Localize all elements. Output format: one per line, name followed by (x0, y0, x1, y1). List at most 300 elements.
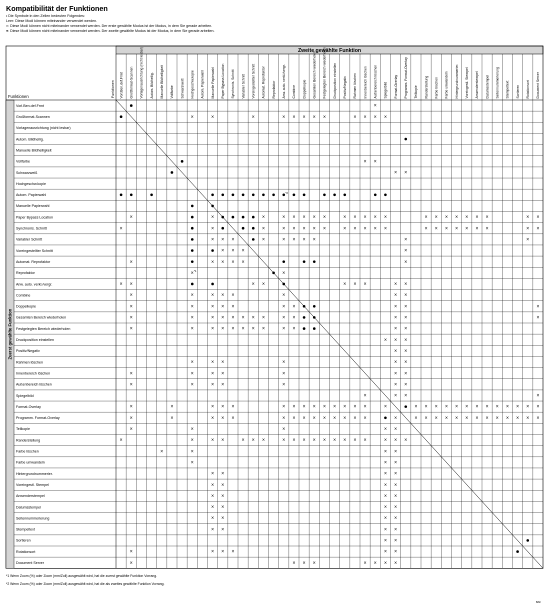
cell-x: × (129, 549, 133, 556)
cell-x: × (190, 381, 194, 388)
cell-dot (303, 260, 306, 263)
cell-x: × (414, 404, 418, 411)
cell-x: × (119, 437, 123, 444)
footnote: *1 Wenn Zoom (%) oder Zoom (mm/Zoll) ausgewählt wird, hat die zuerst gewählte Funktion Vorrang. (6, 574, 158, 578)
row-label: Reprofaktor (16, 271, 35, 276)
cell-x: × (292, 114, 296, 121)
cell-x: × (302, 236, 306, 243)
cell-x: × (394, 292, 398, 299)
cell-x: × (211, 549, 215, 556)
cell-x: × (444, 214, 448, 221)
column-label: Randerstellung (424, 75, 429, 99)
column-label: Vorlagenausrichtung (nicht lesbar) (139, 47, 144, 99)
column-label: Format-Overlay (393, 74, 398, 99)
row-label: Manuelle Papierwahl (16, 204, 50, 209)
cell-dot (130, 104, 133, 107)
cell-x: × (383, 538, 387, 545)
cell-dot (211, 205, 214, 208)
intro-line: • Die Symbole in den Zellen bedeuten Folgendes: (6, 14, 85, 18)
cell-x: × (282, 315, 286, 322)
cell-x: × (424, 214, 428, 221)
intro-line: ×: Diese Modi können nicht miteinander verwendet werden. Der erste gewählte Modus ist der Modus, in dem Sie gerade arbeiten. (6, 24, 213, 28)
cell-x: × (363, 437, 367, 444)
cell-x: × (129, 214, 133, 221)
cell-dot (221, 193, 224, 196)
cell-x: × (282, 292, 286, 299)
cell-x: × (211, 359, 215, 366)
cell-dot (242, 216, 245, 219)
cell-x: × (404, 393, 408, 400)
cell-x: × (383, 437, 387, 444)
cell-x: × (190, 370, 194, 377)
cell-x: × (333, 404, 337, 411)
cell-x: × (485, 404, 489, 411)
cell-x: × (170, 415, 174, 422)
cell-dot (333, 193, 336, 196)
cell-x: × (394, 337, 398, 344)
cell-x: × (241, 259, 245, 266)
row-label: Rahmen löschen (16, 360, 43, 365)
cell-x: × (394, 538, 398, 545)
cell-x: × (485, 214, 489, 221)
cell-dot (262, 193, 265, 196)
cell-x: × (383, 515, 387, 522)
cell-x: × (363, 415, 367, 422)
cell-dot (191, 205, 194, 208)
cell-dot (303, 193, 306, 196)
cell-x: × (282, 359, 286, 366)
row-label: Voreingestellter Schnitt (16, 248, 53, 253)
cell-x: × (221, 471, 225, 478)
column-label: Rotationsort (525, 80, 530, 99)
cell-x: × (373, 158, 377, 165)
cell-x: × (211, 292, 215, 299)
cell-x: × (302, 560, 306, 567)
cell-x: × (292, 236, 296, 243)
cell-x: × (394, 493, 398, 500)
column-label: Spiegelbild (383, 81, 388, 99)
row-label: Automat. Reprofaktor (16, 259, 51, 264)
cell-dot (221, 216, 224, 219)
cell-x: × (404, 381, 408, 388)
cell-x: × (363, 225, 367, 232)
cell-x: × (211, 437, 215, 444)
cell-x: × (394, 426, 398, 433)
cell-x: × (455, 225, 459, 232)
cell-x: × (282, 236, 286, 243)
cell-x: × (536, 404, 540, 411)
cell-x: × (383, 493, 387, 500)
cell-x: × (394, 515, 398, 522)
cell-x: × (383, 337, 387, 344)
row-label: Gesamten Bereich wiederholen (16, 315, 67, 320)
row-label: Seitennummerierung (16, 516, 50, 521)
cell-x: × (211, 504, 215, 511)
cell-x: × (383, 404, 387, 411)
cell-dot (150, 193, 153, 196)
cell-x: × (383, 549, 387, 556)
cell-dot (181, 160, 184, 163)
cell-x: × (404, 437, 408, 444)
cell-dot (120, 115, 123, 118)
column-label: Farbe umwandeln (444, 71, 449, 99)
cell-x: × (292, 225, 296, 232)
cell-x: × (404, 315, 408, 322)
cell-x: × (251, 315, 255, 322)
cell-x: × (485, 415, 489, 422)
cell-x: × (383, 225, 387, 232)
cell-x: × (312, 214, 316, 221)
cell-x: × (363, 404, 367, 411)
column-label: Hintergrundnummerier. (454, 63, 459, 99)
cell-dot (221, 227, 224, 230)
cell-x: × (343, 437, 347, 444)
cell-x: × (312, 415, 316, 422)
cell-x: × (485, 225, 489, 232)
cell-x: × (170, 404, 174, 411)
column-label: Gesamten Bereich wiederholen (312, 51, 317, 99)
column-label: Vollfarbe (170, 85, 175, 99)
cell-x: × (495, 415, 499, 422)
cell-x: × (129, 326, 133, 333)
second-header-label: Zweite gewählte Funktion (297, 47, 362, 54)
row-label: Vollfarbe (16, 159, 30, 164)
cell-x: × (129, 303, 133, 310)
column-label: Voreingestl. Stempel (464, 67, 469, 99)
cell-x: × (251, 326, 255, 333)
cell-x: × (211, 493, 215, 500)
cell-x: × (282, 404, 286, 411)
cell-x: × (394, 526, 398, 533)
cell-x: × (221, 549, 225, 556)
cell-x: × (119, 281, 123, 288)
cell-x: × (231, 303, 235, 310)
row-label: Vorlagenausrichtung (nicht lesbar) (16, 126, 71, 131)
cell-dot (374, 193, 377, 196)
cell-dot (303, 305, 306, 308)
cell-x: × (190, 292, 194, 299)
cell-x: × (231, 292, 235, 299)
cell-x: × (394, 326, 398, 333)
cell-x: × (312, 437, 316, 444)
cell-x: × (383, 114, 387, 121)
cell-x: × (465, 225, 469, 232)
row-label: Voreingestl. Stempel (16, 482, 49, 487)
cell-x: × (394, 549, 398, 556)
cell-dot (282, 283, 285, 286)
cell-x: × (190, 303, 194, 310)
cell-x: × (404, 236, 408, 243)
cell-x: × (221, 504, 225, 511)
cell-x: × (404, 303, 408, 310)
cell-x: × (129, 292, 133, 299)
row-label: Hochgeschw.kopie (16, 181, 46, 186)
cell-dot (242, 193, 245, 196)
cell-dot (404, 405, 407, 408)
cell-x: × (211, 236, 215, 243)
cell-x: × (241, 248, 245, 255)
row-label: Festgelegten Bereich wiederholen (16, 326, 71, 331)
cell-x: × (221, 292, 225, 299)
row-label: Anw. auto. verkl./vergr. (16, 282, 53, 287)
cell-x: × (261, 281, 265, 288)
row-label: Schwarzweiß (16, 170, 38, 175)
row-label: Datumsstempel (16, 505, 41, 510)
cell-dot (272, 272, 275, 275)
cell-dot (191, 227, 194, 230)
cell-x: × (383, 560, 387, 567)
cell-dot (313, 260, 316, 263)
cell-x: × (292, 303, 296, 310)
cell-x: × (312, 236, 316, 243)
cell-dot (242, 227, 245, 230)
cell-x: × (343, 214, 347, 221)
cell-x: × (211, 526, 215, 533)
cell-dot (191, 283, 194, 286)
cell-x: × (394, 370, 398, 377)
column-label: Druckposition einstellen (332, 62, 337, 99)
cell-x: × (394, 471, 398, 478)
column-label: Schwarzweiß (180, 78, 185, 99)
cell-x: × (363, 114, 367, 121)
cell-x: × (353, 437, 357, 444)
cell-dot (120, 193, 123, 196)
cell-x: × (211, 214, 215, 221)
cell-x: × (373, 103, 377, 110)
row-label: Anwenderstempel (16, 494, 45, 499)
cell-x: × (160, 448, 164, 455)
cell-x: × (343, 281, 347, 288)
cell-x: × (455, 404, 459, 411)
cell-x: × (190, 114, 194, 121)
cell-x: × (129, 560, 133, 567)
cell-x: × (231, 549, 235, 556)
cell-x: × (292, 404, 296, 411)
cell-x: × (383, 526, 387, 533)
cell-x: × (190, 426, 194, 433)
cell-x: × (475, 214, 479, 221)
column-label: Manuelle Papierwahl (210, 67, 215, 99)
cell-x: × (353, 281, 357, 288)
column-label: Vorl.Ben.def.Frmt (119, 72, 124, 99)
cell-x: × (526, 225, 530, 232)
cell-x: × (292, 437, 296, 444)
cell-x: × (190, 326, 194, 333)
cell-x: × (221, 370, 225, 377)
cell-x: × (221, 303, 225, 310)
row-label: Druckposition einstellen (16, 338, 54, 343)
cell-dot (191, 216, 194, 219)
cell-x: × (414, 415, 418, 422)
cell-x: × (292, 560, 296, 567)
row-label: Randerstellung (16, 438, 41, 443)
cell-x: × (383, 482, 387, 489)
column-label: Reprofaktor (271, 80, 276, 99)
cell-x: × (404, 337, 408, 344)
cell-dot (313, 316, 316, 319)
cell-x: × (282, 437, 286, 444)
column-label: Anw. auto. verkl./vergr. (281, 64, 286, 99)
row-label: Teilkopie (16, 427, 30, 432)
column-label: Positiv/Negativ (342, 76, 347, 99)
row-label: Positiv/Negativ (16, 349, 40, 354)
cell-x: × (394, 381, 398, 388)
column-label: Teilkopie (414, 85, 419, 99)
row-label: Farbe löschen (16, 449, 39, 454)
column-label: Festgelegten Bereich wiederholen (322, 47, 327, 99)
cell-dot (303, 327, 306, 330)
cell-x: × (211, 326, 215, 333)
cell-x: × (434, 225, 438, 232)
cell-dot (526, 539, 529, 542)
cell-x: × (211, 259, 215, 266)
cell-x: × (292, 326, 296, 333)
cell-x: × (394, 560, 398, 567)
cell-x: × (424, 404, 428, 411)
cell-dot (384, 416, 387, 419)
cell-x: × (322, 437, 326, 444)
cell-x: × (322, 114, 326, 121)
cell-dot (252, 227, 255, 230)
cell-x: × (282, 225, 286, 232)
cell-x: × (129, 426, 133, 433)
cell-x: × (261, 315, 265, 322)
row-label: Farbe umwandeln (16, 460, 45, 465)
cell-dot (171, 171, 174, 174)
cell-x: × (343, 415, 347, 422)
cell-x: × (221, 482, 225, 489)
cell-x: × (221, 326, 225, 333)
column-label: Datumsstempel (485, 74, 490, 99)
cell-x: × (536, 214, 540, 221)
cell-dot (211, 249, 214, 252)
cell-x: × (333, 415, 337, 422)
row-label: Außenbereich löschen (16, 382, 52, 387)
cell-x: × (241, 326, 245, 333)
cell-x: × (322, 214, 326, 221)
cell-x: × (190, 359, 194, 366)
cell-x: × (221, 493, 225, 500)
cell-x: × (190, 437, 194, 444)
cell-dot (313, 327, 316, 330)
cell-x: × (261, 225, 265, 232)
cell-x: × (465, 214, 469, 221)
row-label: Großformat-Scannen (16, 115, 50, 120)
cell-x: × (190, 448, 194, 455)
cell-x: × (516, 415, 520, 422)
cell-x: × (394, 359, 398, 366)
cell-x: × (373, 560, 377, 567)
cell-x: × (312, 225, 316, 232)
column-label: Sortieren (515, 84, 520, 99)
cell-dot (516, 550, 519, 553)
row-label: Spiegelbild (16, 393, 34, 398)
cell-x: × (343, 404, 347, 411)
cell-x: × (302, 437, 306, 444)
cell-x: × (404, 359, 408, 366)
cell-x: × (241, 315, 245, 322)
cell-x: × (190, 270, 194, 277)
cell-x: × (526, 404, 530, 411)
row-label: Sortieren (16, 538, 31, 543)
column-label: Innenbereich löschen (363, 66, 368, 99)
cell-x: × (526, 214, 530, 221)
row-label: Vorl.Ben.def.Frmt (16, 103, 44, 108)
cell-x: × (353, 114, 357, 121)
row-label: Variabler Schnitt (16, 237, 43, 242)
cell-note: *2 (285, 190, 289, 195)
cell-x: × (394, 303, 398, 310)
columns-label: Funktionen (111, 80, 115, 98)
cell-x: × (221, 515, 225, 522)
cell-x: × (505, 415, 509, 422)
cell-x: × (363, 158, 367, 165)
cell-x: × (221, 236, 225, 243)
column-label: Rahmen löschen (353, 73, 358, 99)
row-label: Rotationsort (16, 549, 36, 554)
cell-x: × (282, 426, 286, 433)
cell-x: × (394, 348, 398, 355)
cell-x: × (434, 404, 438, 411)
cell-dot (313, 305, 316, 308)
cell-x: × (353, 214, 357, 221)
cell-x: × (343, 225, 347, 232)
column-label: Seitennummerierung (495, 67, 500, 99)
row-label: Format-Overlay (16, 404, 41, 409)
cell-x: × (536, 225, 540, 232)
row-label: Stempeltext (16, 527, 35, 532)
cell-x: × (282, 370, 286, 377)
column-label: Paper Bypass Location (220, 63, 225, 99)
cell-x: × (251, 437, 255, 444)
cell-dot (293, 193, 296, 196)
cell-x: × (394, 437, 398, 444)
cell-x: × (211, 114, 215, 121)
cell-x: × (465, 404, 469, 411)
intro-line: ●: Diese Modi können nicht miteinander verwendet werden. Der zweite gewählte Modus ist der Modus, in dem Sie gerade arbeiten. (6, 29, 215, 33)
cell-x: × (363, 560, 367, 567)
cell-x: × (455, 214, 459, 221)
cell-dot (252, 193, 255, 196)
cell-dot (282, 260, 285, 263)
cell-dot (303, 316, 306, 319)
cell-x: × (404, 326, 408, 333)
cell-x: × (211, 370, 215, 377)
cell-note: *1 (193, 268, 197, 273)
cell-x: × (302, 114, 306, 121)
cell-x: × (282, 270, 286, 277)
cell-x: × (282, 214, 286, 221)
row-label: Synchronis. Schnitt (16, 226, 47, 231)
row-label: Document Server (16, 561, 44, 566)
cell-x: × (394, 393, 398, 400)
cell-x: × (302, 214, 306, 221)
cell-dot (343, 193, 346, 196)
column-label: Autom. Bildheilig. (149, 72, 154, 99)
cell-x: × (322, 404, 326, 411)
cell-x: × (333, 437, 337, 444)
cell-x: × (404, 348, 408, 355)
cell-x: × (261, 326, 265, 333)
cell-x: × (282, 381, 286, 388)
cell-dot (211, 193, 214, 196)
cell-x: × (292, 415, 296, 422)
cell-x: × (211, 415, 215, 422)
cell-x: × (444, 225, 448, 232)
functions-label: Funktionen (8, 94, 29, 99)
cell-x: × (475, 404, 479, 411)
column-label: Synchronis. Schnitt (231, 69, 236, 99)
